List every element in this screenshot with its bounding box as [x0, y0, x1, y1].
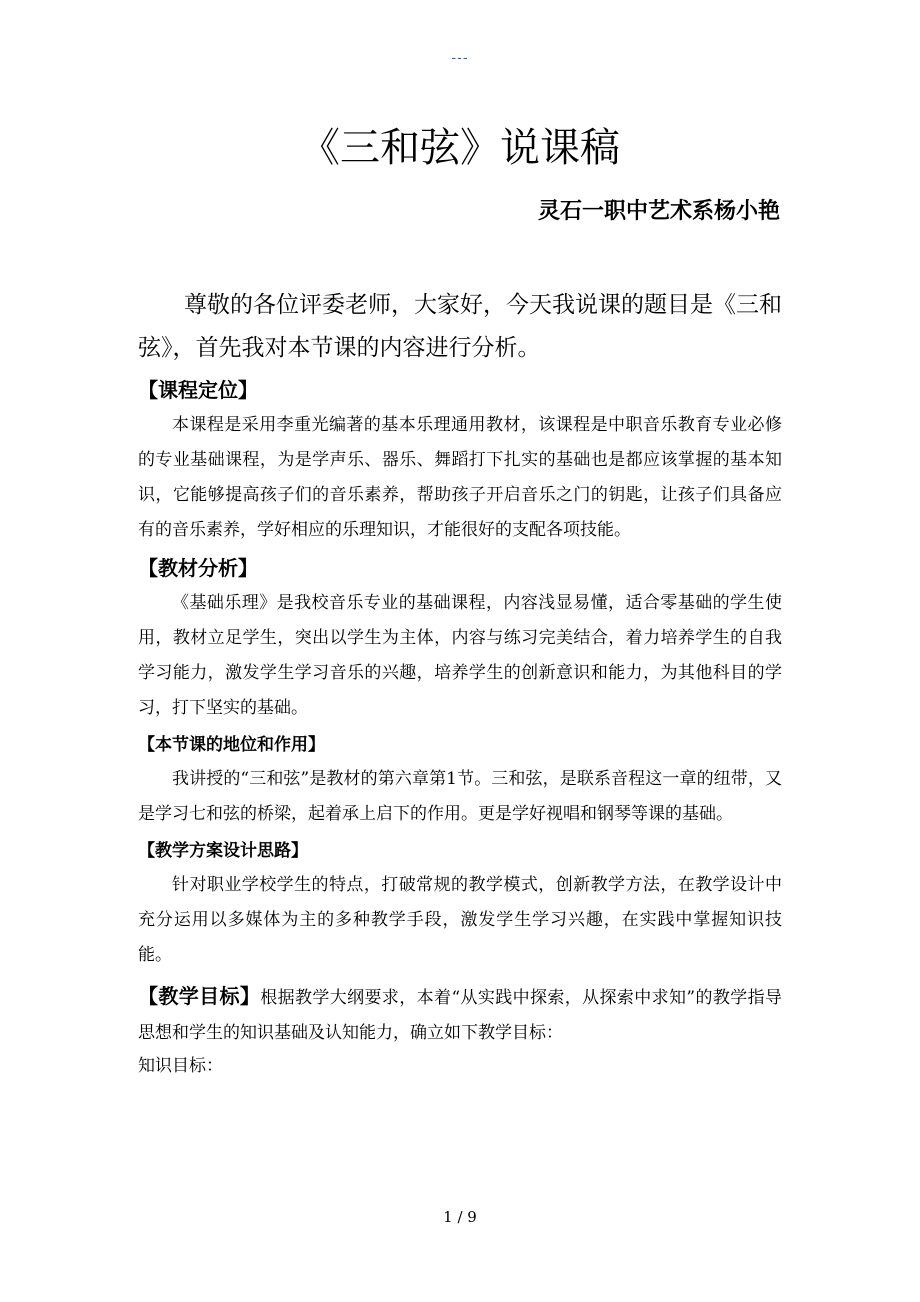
document-body [138, 284, 782, 1081]
intro-paragraph: 尊敬的各位评委老师，大家好，今天我说课的题目是《三和弦》，首先我对本节课的内容进行分析。 [138, 292, 782, 361]
heading-course-position: 【课程定位】 [138, 378, 258, 402]
paragraph-course-position: 本课程是采用李重光编著的基本乐理通用教材，该课程是中职音乐教育专业必修的专业基础课程，为是学声乐、器乐、舞蹈打下扎实的基础也是都应该掌握的基本知识，它能够提高孩子们的音乐素养，帮助孩子开启音乐之门的钥匙，让孩子们具备应有的音乐素养，学好相应的乐理知识，才能很好的支配各项技能。 [138, 415, 782, 540]
author-line: 灵石一职中艺术系杨小艳 [537, 199, 780, 224]
teaching-goals-text: 根据教学大纲要求，本着“从实践中探索，从探索中求知”的教学指导思想和学生的知识基础及认知能力，确立如下教学目标： [138, 988, 783, 1043]
paragraph-teaching-goals [138, 979, 782, 1051]
heading-design-approach: 【教学方案设计思路】 [138, 841, 308, 861]
heading-textbook-analysis: 【教材分析】 [138, 556, 258, 580]
heading-lesson-role: 【本节课的地位和作用】 [138, 735, 325, 755]
paragraph-textbook-analysis: 《基础乐理》是我校音乐专业的基础课程，内容浅显易懂，适合零基础的学生使用，教材立足学生，突出以学生为主体，内容与练习完美结合，着力培养学生的自我学习能力，激发学生学习音乐的兴趣，培养学生的创新意识和能力，为其他科目的学习，打下坚实的基础。 [138, 593, 782, 718]
knowledge-goal-label: 知识目标： [138, 1056, 223, 1076]
document-title: 《三和弦》说课稿 [300, 125, 620, 171]
paragraph-lesson-role: 我讲授的“三和弦”是教材的第六章第1节。三和弦，是联系音程这一章的纽带，又是学习七和弦的桥梁，起着承上启下的作用。更是学好视唱和钢琴等课的基础。 [138, 769, 782, 824]
heading-teaching-goals: 【教学目标】 [138, 984, 261, 1008]
header-mark: --- [451, 50, 469, 66]
page-number: 1 / 9 [443, 1208, 477, 1226]
paragraph-design-approach: 针对职业学校学生的特点，打破常规的教学模式，创新教学方法，在教学设计中充分运用以多媒体为主的多种教学手段，激发学生学习兴趣，在实践中掌握知识技能。 [138, 875, 782, 965]
